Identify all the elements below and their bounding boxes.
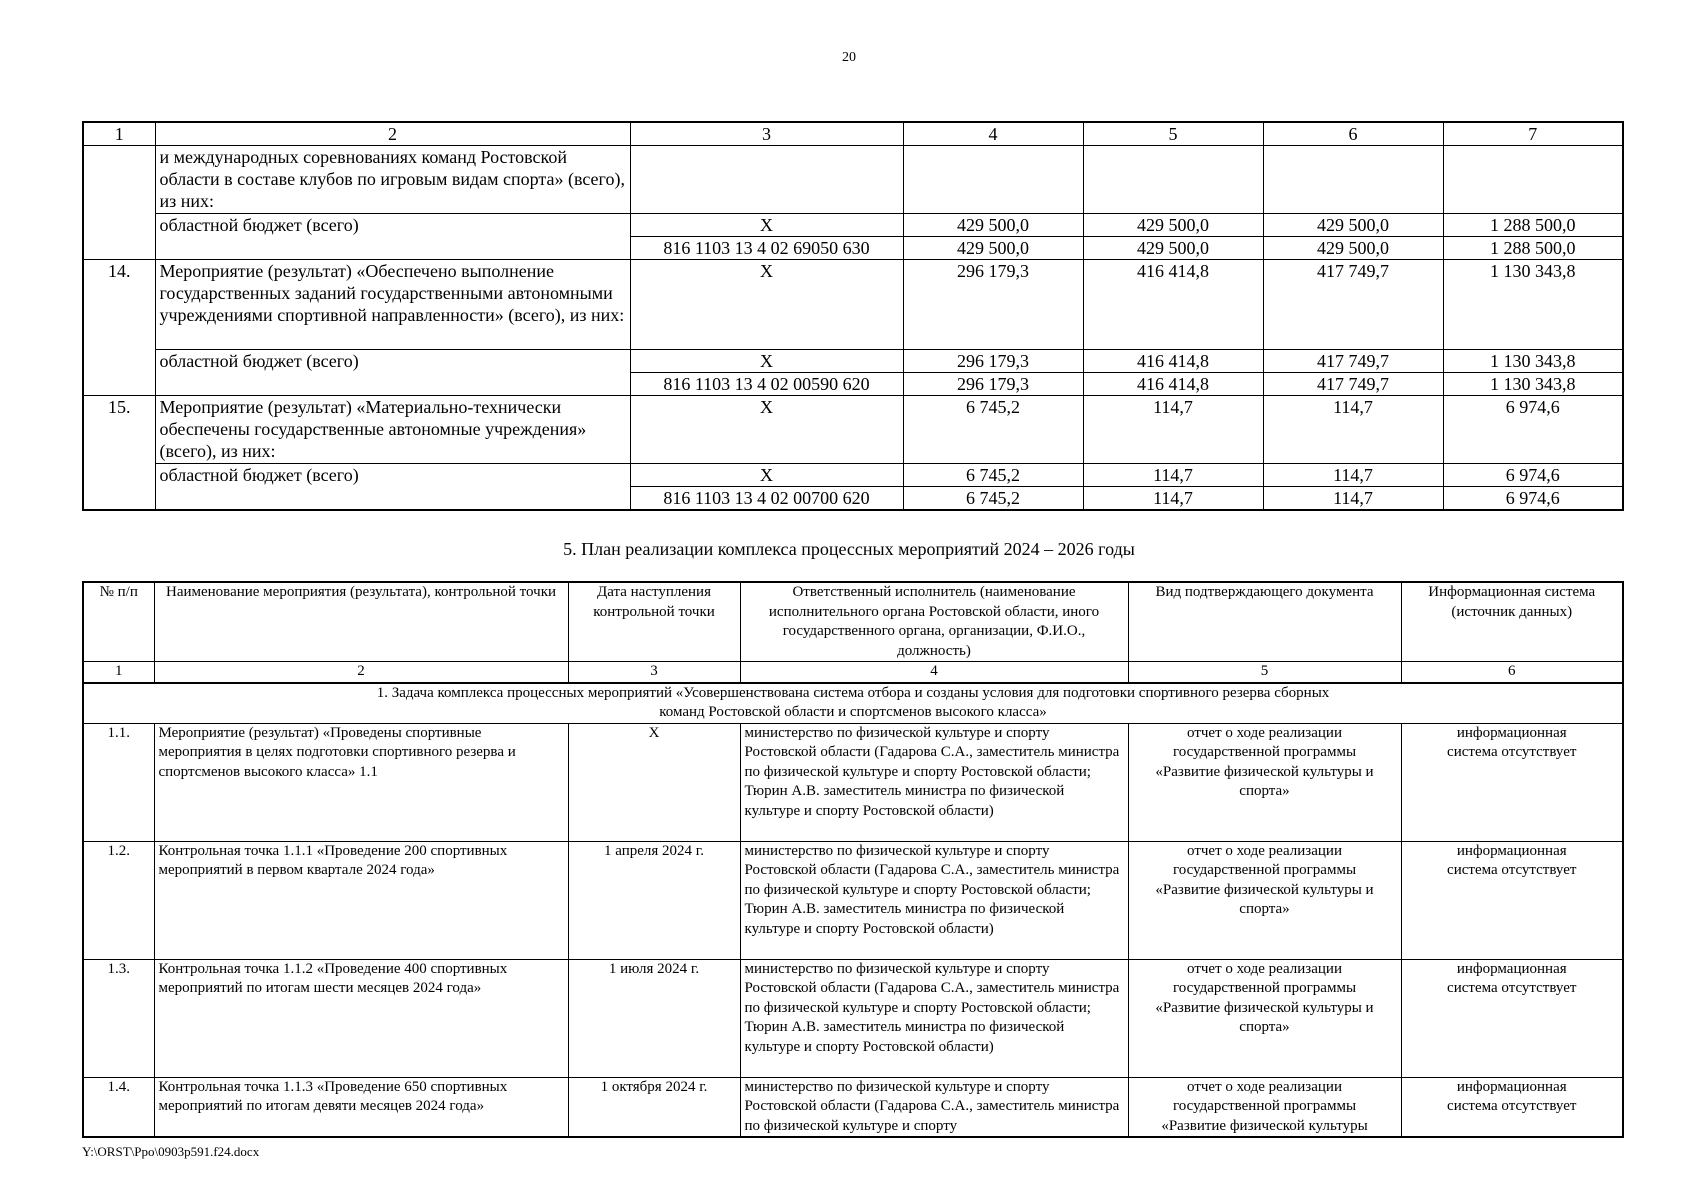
measure-name: Мероприятие (результат) «Материально-технически обеспечены государственные автономные учреждения» (всего), из них: <box>155 396 630 464</box>
column-number: 7 <box>1443 122 1623 146</box>
confirming-document: отчет о ходе реализации государственной программы «Развитие физической культуры и спорта» <box>1128 959 1401 1077</box>
value-total: 6 974,6 <box>1443 487 1623 511</box>
budget-code: X <box>630 260 903 350</box>
table-row <box>83 350 1623 373</box>
value-total: 1 130 343,8 <box>1443 373 1623 396</box>
value-total: 6 974,6 <box>1443 396 1623 464</box>
measure-name: и международных соревнованиях команд Ростовской области в составе клубов по игровым видам спорта» (всего), из них: <box>155 146 630 214</box>
kbk-code: 816 1103 13 4 02 00700 620 <box>630 487 903 511</box>
value-2025: 429 500,0 <box>1083 214 1263 237</box>
implementation-plan-table <box>82 581 1624 1138</box>
column-number: 6 <box>1401 662 1623 683</box>
column-number: 3 <box>630 122 903 146</box>
confirming-document: отчет о ходе реализации государственной программы «Развитие физической культуры и спорта» <box>1128 841 1401 959</box>
value-2026: 429 500,0 <box>1263 214 1443 237</box>
information-system: информационная система отсутствует <box>1401 1077 1623 1137</box>
row-number: 1.2. <box>83 841 154 959</box>
column-number: 2 <box>154 662 568 683</box>
value-total: 1 288 500,0 <box>1443 237 1623 260</box>
value-2024: 6 745,2 <box>903 464 1083 487</box>
value-2025: 114,7 <box>1083 396 1263 464</box>
table-row <box>83 959 1623 1077</box>
value-total: 1 130 343,8 <box>1443 260 1623 350</box>
column-number: 4 <box>740 662 1128 683</box>
budget-label: областной бюджет (всего) <box>155 464 630 511</box>
information-system: информационная система отсутствует <box>1401 841 1623 959</box>
table-row <box>83 214 1623 237</box>
table-row <box>83 260 1623 350</box>
information-system: информационная система отсутствует <box>1401 959 1623 1077</box>
value-2026: 417 749,7 <box>1263 350 1443 373</box>
value-2026: 429 500,0 <box>1263 237 1443 260</box>
column-number: 1 <box>83 662 154 683</box>
responsible-executor: министерство по физической культуре и спорту Ростовской области (Гадарова С.А., заместитель министра по физической культуре и спорту Ростовской области; Тюрин А.В. заместитель министра по физической культуре и спорту Ростовской области) <box>740 841 1128 959</box>
checkpoint-date: 1 апреля 2024 г. <box>568 841 740 959</box>
table-row <box>83 723 1623 841</box>
value-2024: 429 500,0 <box>903 237 1083 260</box>
table-row <box>83 396 1623 464</box>
header-date: Дата наступления контрольной точки <box>568 582 740 662</box>
task-title: 1. Задача комплекса процессных мероприятий «Усовершенствована система отбора и созданы условия для подготовки спортивного резерва сборных команд Ростовской области и спортсменов высокого класса» <box>83 683 1623 724</box>
confirming-document: отчет о ходе реализации государственной программы «Развитие физической культуры и спорта» <box>1128 723 1401 841</box>
row-number: 1.1. <box>83 723 154 841</box>
table-row <box>83 464 1623 487</box>
budget-code: X <box>630 464 903 487</box>
financing-table <box>82 121 1624 511</box>
value-2024: 296 179,3 <box>903 350 1083 373</box>
value-2026: 114,7 <box>1263 464 1443 487</box>
value-2024: 6 745,2 <box>903 396 1083 464</box>
header-name: Наименование мероприятия (результата), контрольной точки <box>154 582 568 662</box>
implementation-plan-header <box>83 582 1623 662</box>
value-2025 <box>1083 146 1263 214</box>
measure-name: Контрольная точка 1.1.2 «Проведение 400 спортивных мероприятий по итогам шести месяцев 2024 года» <box>154 959 568 1077</box>
column-number: 6 <box>1263 122 1443 146</box>
value-2025: 416 414,8 <box>1083 373 1263 396</box>
file-path-footer: Y:\ORST\Ppo\0903p591.f24.docx <box>82 1144 260 1159</box>
responsible-executor: министерство по физической культуре и спорту Ростовской области (Гадарова С.А., заместитель министра по физической культуре и спорту Ростовской области; Тюрин А.В. заместитель министра по физической культуре и спорту Ростовской области) <box>740 959 1128 1077</box>
value-2024: 429 500,0 <box>903 214 1083 237</box>
value-2026: 114,7 <box>1263 487 1443 511</box>
column-number: 3 <box>568 662 740 683</box>
budget-code <box>630 146 903 214</box>
value-2025: 416 414,8 <box>1083 350 1263 373</box>
value-2025: 114,7 <box>1083 487 1263 511</box>
row-number: 14. <box>83 260 155 396</box>
value-2026: 417 749,7 <box>1263 260 1443 350</box>
measure-name: Контрольная точка 1.1.1 «Проведение 200 спортивных мероприятий в первом квартале 2024 года» <box>154 841 568 959</box>
column-number: 2 <box>155 122 630 146</box>
value-2025: 114,7 <box>1083 464 1263 487</box>
header-document: Вид подтверждающего документа <box>1128 582 1401 662</box>
row-number: 1.3. <box>83 959 154 1077</box>
budget-label: областной бюджет (всего) <box>155 350 630 396</box>
table-row <box>83 1077 1623 1137</box>
value-total: 6 974,6 <box>1443 464 1623 487</box>
responsible-executor: министерство по физической культуре и спорту Ростовской области (Гадарова С.А., заместитель министра по физической культуре и спорту <box>740 1077 1128 1137</box>
value-total: 1 130 343,8 <box>1443 350 1623 373</box>
confirming-document: отчет о ходе реализации государственной программы «Развитие физической культуры <box>1128 1077 1401 1137</box>
value-2026: 417 749,7 <box>1263 373 1443 396</box>
value-total <box>1443 146 1623 214</box>
measure-name: Мероприятие (результат) «Обеспечено выполнение государственных заданий государственными автономными учреждениями спортивной направленности» (всего), из них: <box>155 260 630 350</box>
header-system: Информационная система (источник данных) <box>1401 582 1623 662</box>
value-2024: 6 745,2 <box>903 487 1083 511</box>
measure-name: Мероприятие (результат) «Проведены спортивные мероприятия в целях подготовки спортивного резерва и спортсменов высокого класса» 1.1 <box>154 723 568 841</box>
information-system: информационная система отсутствует <box>1401 723 1623 841</box>
financing-table-header <box>83 122 1623 146</box>
column-number: 5 <box>1128 662 1401 683</box>
kbk-code: 816 1103 13 4 02 00590 620 <box>630 373 903 396</box>
header-number: № п/п <box>83 582 154 662</box>
header-executor: Ответственный исполнитель (наименование исполнительного органа Ростовской области, иного государственного органа, организации, Ф.И.О., должность) <box>740 582 1128 662</box>
budget-code: X <box>630 350 903 373</box>
value-2025: 429 500,0 <box>1083 237 1263 260</box>
row-number: 1.4. <box>83 1077 154 1137</box>
checkpoint-date: X <box>568 723 740 841</box>
row-number <box>83 146 155 260</box>
table-row <box>83 146 1623 214</box>
budget-code: X <box>630 214 903 237</box>
responsible-executor: министерство по физической культуре и спорту Ростовской области (Гадарова С.А., заместитель министра по физической культуре и спорту Ростовской области; Тюрин А.В. заместитель министра по физической культуре и спорту Ростовской области) <box>740 723 1128 841</box>
value-2024: 296 179,3 <box>903 373 1083 396</box>
row-number: 15. <box>83 396 155 511</box>
page-number: 20 <box>842 50 856 65</box>
checkpoint-date: 1 июля 2024 г. <box>568 959 740 1077</box>
section-title: 5. План реализации комплекса процессных мероприятий 2024 – 2026 годы <box>563 539 1135 559</box>
budget-code: X <box>630 396 903 464</box>
table-row <box>83 841 1623 959</box>
value-2026: 114,7 <box>1263 396 1443 464</box>
value-total: 1 288 500,0 <box>1443 214 1623 237</box>
budget-label: областной бюджет (всего) <box>155 214 630 260</box>
measure-name: Контрольная точка 1.1.3 «Проведение 650 спортивных мероприятий по итогам девяти месяцев 2024 года» <box>154 1077 568 1137</box>
column-index-row <box>83 662 1623 683</box>
value-2025: 416 414,8 <box>1083 260 1263 350</box>
column-number: 1 <box>83 122 155 146</box>
value-2024: 296 179,3 <box>903 260 1083 350</box>
value-2026 <box>1263 146 1443 214</box>
value-2024 <box>903 146 1083 214</box>
checkpoint-date: 1 октября 2024 г. <box>568 1077 740 1137</box>
kbk-code: 816 1103 13 4 02 69050 630 <box>630 237 903 260</box>
column-number: 4 <box>903 122 1083 146</box>
column-number: 5 <box>1083 122 1263 146</box>
task-row <box>83 683 1623 724</box>
